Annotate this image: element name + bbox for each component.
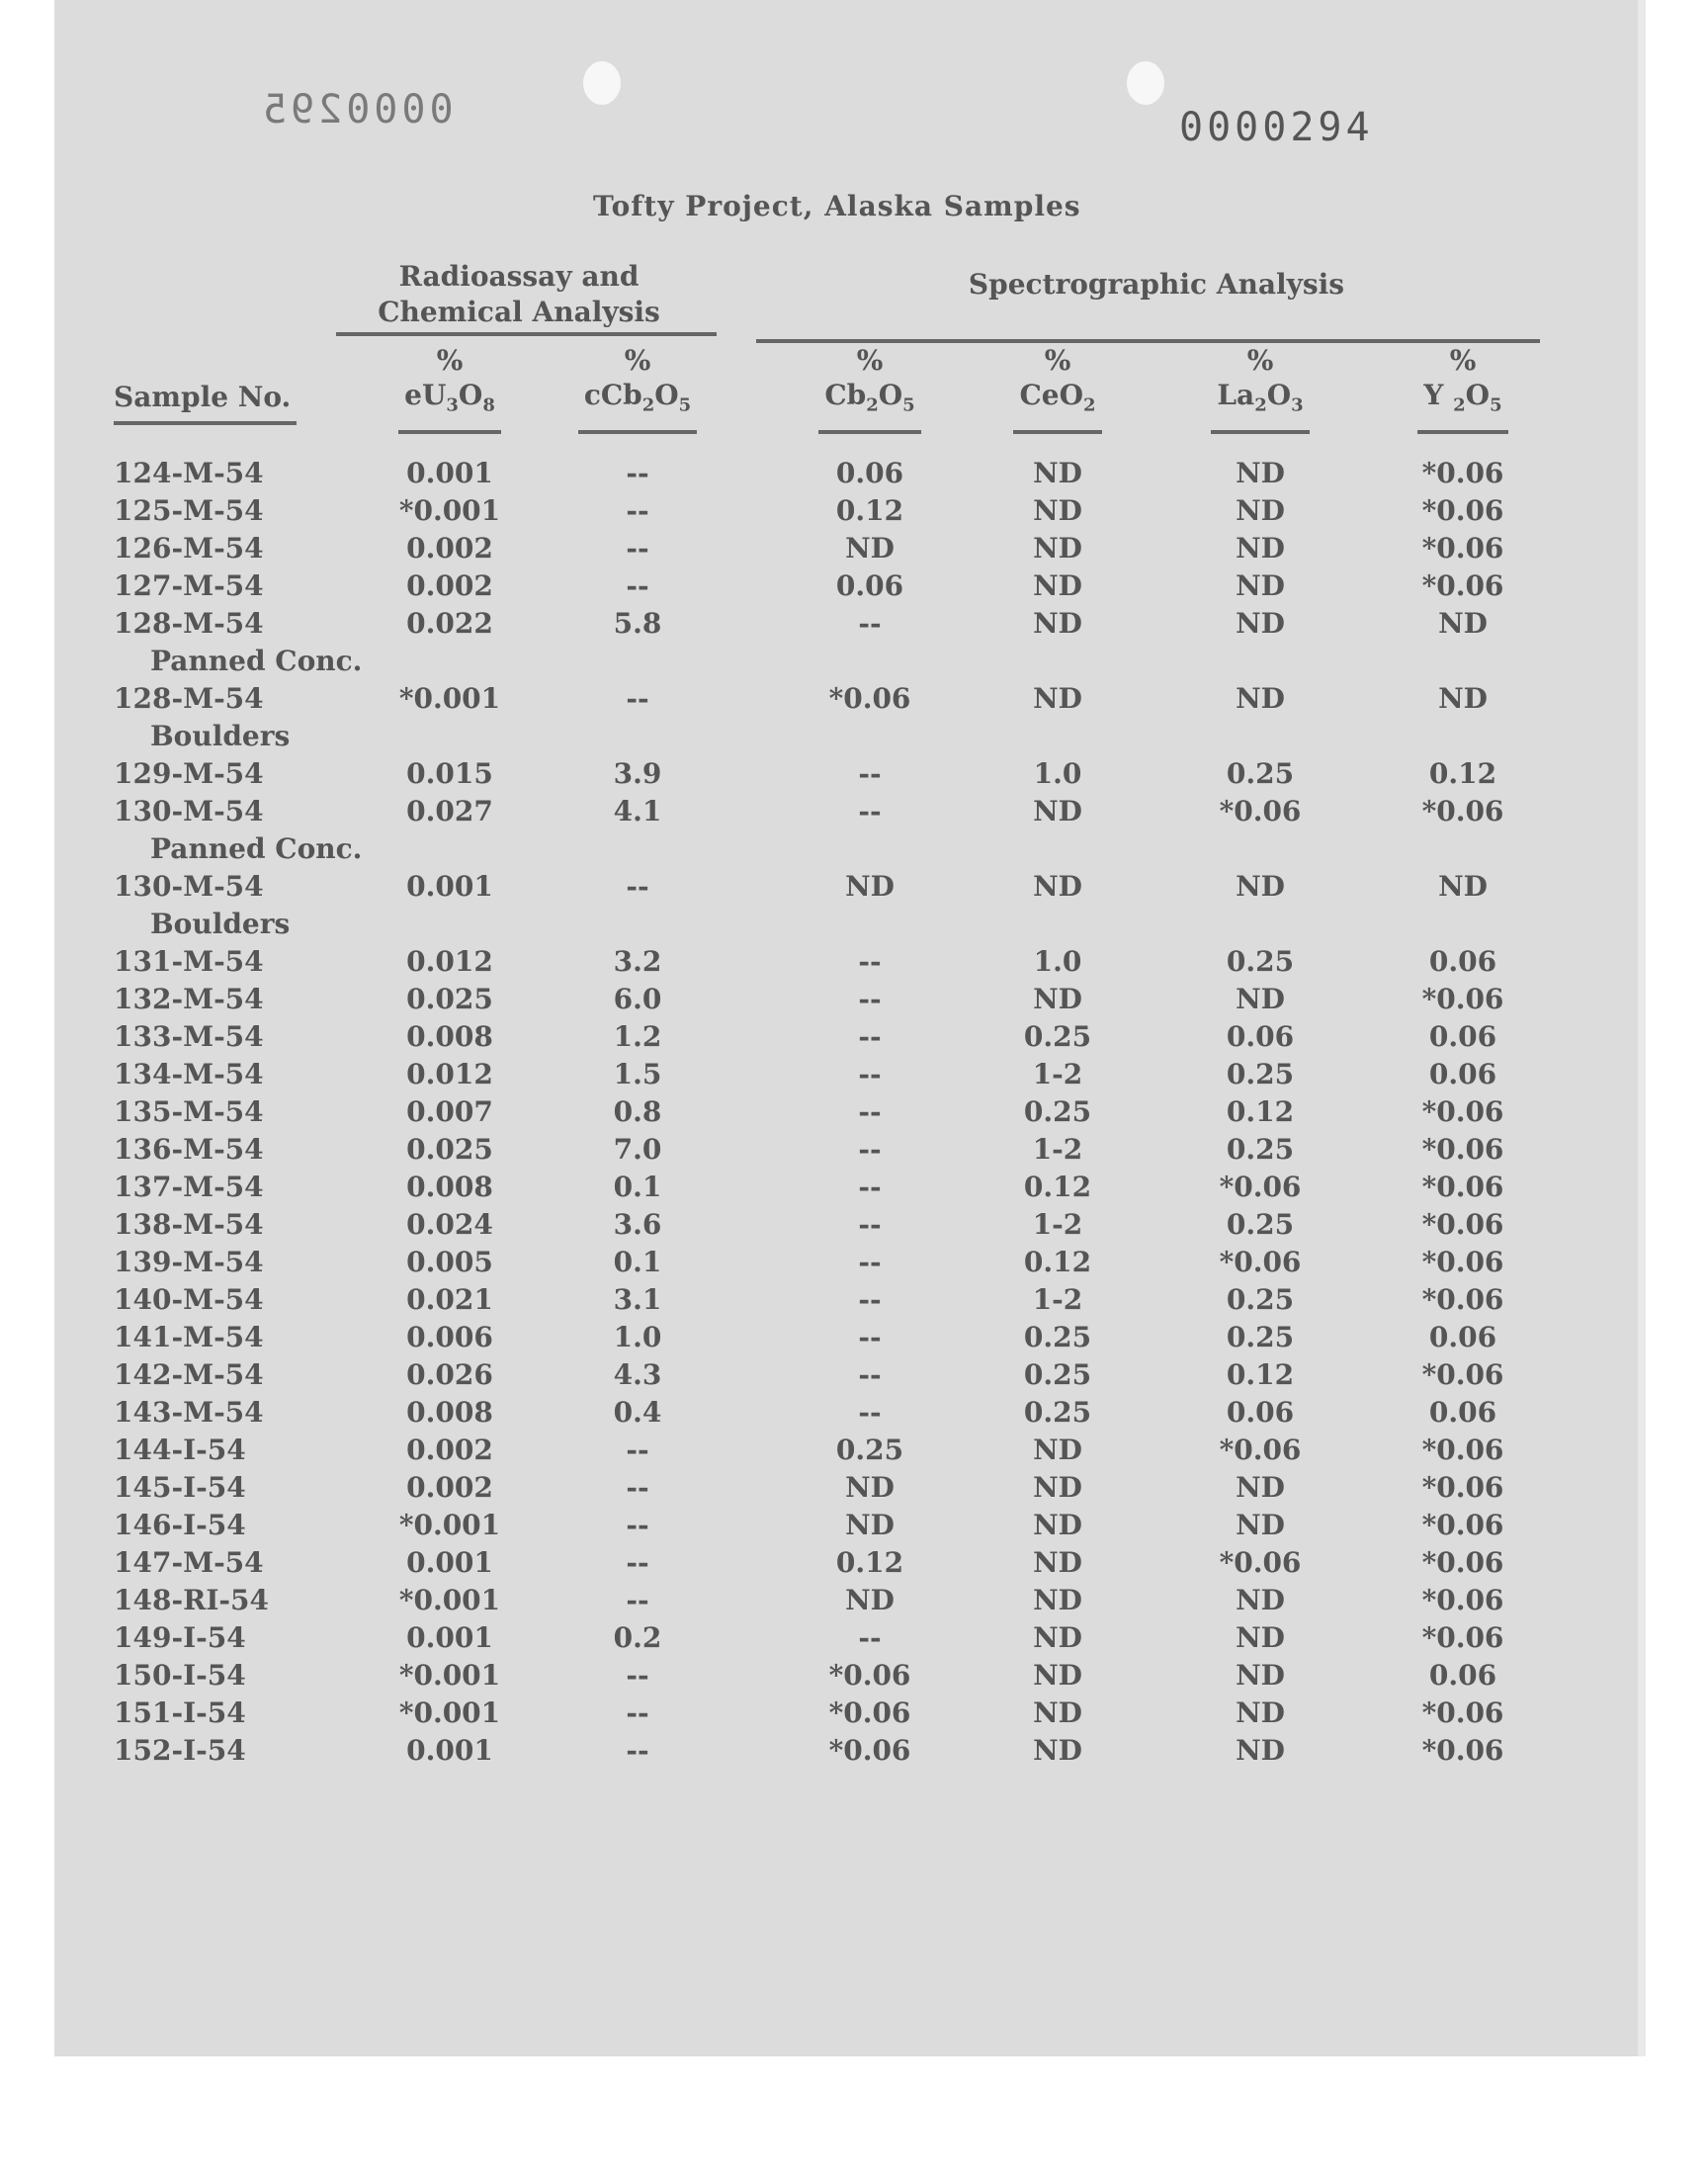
cell-La2O3: *0.06 bbox=[1219, 1546, 1302, 1579]
column-header-percent: % bbox=[1044, 344, 1071, 377]
column-header-CeO2: % CeO$_2$ bbox=[998, 346, 1117, 434]
group-rule-radioassay bbox=[336, 332, 717, 336]
cell-Y2O5: *0.06 bbox=[1421, 1171, 1504, 1203]
cell-La2O3: *0.06 bbox=[1219, 1171, 1302, 1203]
cell-eU3O8: 0.001 bbox=[406, 457, 493, 489]
cell-Y2O5: *0.06 bbox=[1421, 1584, 1504, 1616]
cell-sample-no: 144-I-54 bbox=[114, 1434, 246, 1466]
table-row bbox=[0, 1734, 1708, 1772]
cell-La2O3: 0.25 bbox=[1226, 1208, 1295, 1241]
cell-CeO2: 0.25 bbox=[1023, 1321, 1092, 1353]
cell-La2O3: ND bbox=[1236, 1584, 1285, 1616]
table-row bbox=[0, 1283, 1708, 1321]
cell-cCb2O5: 4.3 bbox=[613, 1358, 662, 1391]
cell-Y2O5: ND bbox=[1438, 607, 1488, 640]
group-header-radioassay-line2: Chemical Analysis bbox=[378, 296, 660, 328]
cell-Cb2O5: -- bbox=[858, 1246, 882, 1278]
cell-sample-no: 133-M-54 bbox=[114, 1020, 264, 1053]
cell-sample-no: 143-M-54 bbox=[114, 1396, 264, 1429]
column-header-percent: % bbox=[436, 344, 464, 377]
punch-hole-right bbox=[1127, 61, 1164, 105]
cell-Y2O5: 0.06 bbox=[1428, 1321, 1497, 1353]
cell-La2O3: 0.25 bbox=[1226, 1321, 1295, 1353]
cell-Cb2O5: -- bbox=[858, 1095, 882, 1128]
cell-sample-no: 127-M-54 bbox=[114, 569, 264, 602]
cell-Y2O5: *0.06 bbox=[1421, 1208, 1504, 1241]
cell-La2O3: 0.25 bbox=[1226, 1133, 1295, 1166]
cell-cCb2O5: 4.1 bbox=[613, 795, 662, 827]
cell-sample-no: 124-M-54 bbox=[114, 457, 264, 489]
table-row bbox=[0, 1509, 1708, 1546]
table-row bbox=[0, 983, 1708, 1020]
cell-Y2O5: 0.06 bbox=[1428, 1659, 1497, 1692]
cell-cCb2O5: 0.1 bbox=[613, 1171, 662, 1203]
cell-cCb2O5: 3.9 bbox=[613, 757, 662, 790]
group-header-spectrographic: Spectrographic Analysis bbox=[968, 268, 1345, 301]
cell-eU3O8: 0.006 bbox=[406, 1321, 493, 1353]
cell-cCb2O5: -- bbox=[626, 1509, 649, 1541]
cell-CeO2: ND bbox=[1033, 795, 1082, 827]
cell-cCb2O5: -- bbox=[626, 1734, 649, 1767]
cell-Y2O5: ND bbox=[1438, 870, 1488, 903]
cell-cCb2O5: 0.8 bbox=[613, 1095, 662, 1128]
cell-cCb2O5: -- bbox=[626, 569, 649, 602]
cell-Y2O5: *0.06 bbox=[1421, 795, 1504, 827]
cell-cCb2O5: 3.6 bbox=[613, 1208, 662, 1241]
cell-CeO2: ND bbox=[1033, 682, 1082, 715]
cell-cCb2O5: -- bbox=[626, 870, 649, 903]
cell-Cb2O5: -- bbox=[858, 1358, 882, 1391]
cell-Cb2O5: -- bbox=[858, 1171, 882, 1203]
table-row bbox=[0, 1058, 1708, 1095]
cell-eU3O8: 0.002 bbox=[406, 1434, 493, 1466]
cell-sample-no: 134-M-54 bbox=[114, 1058, 264, 1090]
table-row bbox=[0, 1358, 1708, 1396]
table-row bbox=[0, 1659, 1708, 1696]
cell-sample-no: 128-M-54 bbox=[114, 607, 264, 640]
table-row bbox=[0, 1133, 1708, 1171]
cell-La2O3: 0.25 bbox=[1226, 945, 1295, 978]
cell-eU3O8: 0.008 bbox=[406, 1396, 493, 1429]
cell-sample-no: 128-M-54 bbox=[114, 682, 264, 715]
cell-cCb2O5: -- bbox=[626, 682, 649, 715]
cell-Y2O5: *0.06 bbox=[1421, 1358, 1504, 1391]
cell-eU3O8: 0.024 bbox=[406, 1208, 493, 1241]
column-header-cCb2O5: % $cCb_2O_5$ bbox=[568, 346, 707, 434]
cell-Cb2O5: -- bbox=[858, 795, 882, 827]
table-row bbox=[0, 494, 1708, 532]
cell-eU3O8: 0.007 bbox=[406, 1095, 493, 1128]
cell-La2O3: ND bbox=[1236, 1696, 1285, 1729]
table-row bbox=[0, 1584, 1708, 1621]
cell-cCb2O5: -- bbox=[626, 1471, 649, 1504]
cell-La2O3: ND bbox=[1236, 682, 1285, 715]
page-stamp-mirrored: 0000295 bbox=[259, 87, 454, 132]
cell-La2O3: ND bbox=[1236, 870, 1285, 903]
cell-sample-no: 142-M-54 bbox=[114, 1358, 264, 1391]
cell-Cb2O5: -- bbox=[858, 1321, 882, 1353]
table-row bbox=[0, 1208, 1708, 1246]
cell-sample-no: 137-M-54 bbox=[114, 1171, 264, 1203]
cell-eU3O8: *0.001 bbox=[398, 1659, 501, 1692]
cell-Cb2O5: -- bbox=[858, 607, 882, 640]
cell-Y2O5: ND bbox=[1438, 682, 1488, 715]
table-row bbox=[0, 1321, 1708, 1358]
cell-cCb2O5: -- bbox=[626, 1696, 649, 1729]
cell-cCb2O5: 0.4 bbox=[613, 1396, 662, 1429]
table-row bbox=[0, 1171, 1708, 1208]
cell-cCb2O5: -- bbox=[626, 494, 649, 527]
cell-sample-no: 151-I-54 bbox=[114, 1696, 246, 1729]
cell-sample-no: 135-M-54 bbox=[114, 1095, 264, 1128]
cell-Cb2O5: 0.06 bbox=[835, 569, 904, 602]
sample-sub-note-label: Panned Conc. bbox=[150, 832, 363, 865]
table-row bbox=[0, 1095, 1708, 1133]
cell-Y2O5: 0.06 bbox=[1428, 1058, 1497, 1090]
cell-eU3O8: 0.026 bbox=[406, 1358, 493, 1391]
cell-La2O3: *0.06 bbox=[1219, 795, 1302, 827]
cell-cCb2O5: 3.2 bbox=[613, 945, 662, 978]
cell-Cb2O5: -- bbox=[858, 1283, 882, 1316]
cell-Y2O5: *0.06 bbox=[1421, 1471, 1504, 1504]
cell-Y2O5: *0.06 bbox=[1421, 1434, 1504, 1466]
cell-CeO2: ND bbox=[1033, 1659, 1082, 1692]
cell-sample-no: 132-M-54 bbox=[114, 983, 264, 1015]
column-header-Y2O5: % Y $_2O_5$ bbox=[1399, 346, 1527, 434]
cell-eU3O8: *0.001 bbox=[398, 494, 501, 527]
cell-CeO2: 1-2 bbox=[1032, 1058, 1083, 1090]
cell-Cb2O5: -- bbox=[858, 757, 882, 790]
cell-La2O3: 0.25 bbox=[1226, 1058, 1295, 1090]
cell-CeO2: ND bbox=[1033, 870, 1082, 903]
cell-La2O3: ND bbox=[1236, 1621, 1285, 1654]
cell-sample-no: 150-I-54 bbox=[114, 1659, 246, 1692]
cell-sample-no: 139-M-54 bbox=[114, 1246, 264, 1278]
cell-eU3O8: 0.001 bbox=[406, 870, 493, 903]
column-header-Cb2O5: % $Cb_2O_5$ bbox=[801, 346, 939, 434]
cell-eU3O8: 0.008 bbox=[406, 1020, 493, 1053]
column-header-eU3O8: % $eU_3O_8$ bbox=[381, 346, 519, 434]
cell-CeO2: 0.25 bbox=[1023, 1095, 1092, 1128]
table-row bbox=[0, 607, 1708, 645]
cell-eU3O8: 0.012 bbox=[406, 1058, 493, 1090]
cell-cCb2O5: -- bbox=[626, 1584, 649, 1616]
cell-Y2O5: *0.06 bbox=[1421, 1246, 1504, 1278]
table-row bbox=[0, 1396, 1708, 1434]
cell-CeO2: ND bbox=[1033, 1696, 1082, 1729]
cell-Cb2O5: -- bbox=[858, 1020, 882, 1053]
column-header-percent: % bbox=[624, 344, 651, 377]
cell-cCb2O5: 1.5 bbox=[613, 1058, 662, 1090]
cell-Y2O5: *0.06 bbox=[1421, 1696, 1504, 1729]
cell-La2O3: ND bbox=[1236, 983, 1285, 1015]
cell-eU3O8: 0.008 bbox=[406, 1171, 493, 1203]
table-row bbox=[0, 1020, 1708, 1058]
cell-cCb2O5: -- bbox=[626, 1546, 649, 1579]
cell-sample-no: 126-M-54 bbox=[114, 532, 264, 565]
cell-cCb2O5: 7.0 bbox=[613, 1133, 662, 1166]
cell-La2O3: ND bbox=[1236, 1509, 1285, 1541]
cell-CeO2: ND bbox=[1033, 1509, 1082, 1541]
cell-Y2O5: *0.06 bbox=[1421, 494, 1504, 527]
cell-sample-no: 141-M-54 bbox=[114, 1321, 264, 1353]
sample-sub-note bbox=[0, 832, 1708, 870]
table-row bbox=[0, 1696, 1708, 1734]
cell-sample-no: 125-M-54 bbox=[114, 494, 264, 527]
cell-cCb2O5: 3.1 bbox=[613, 1283, 662, 1316]
column-header-percent: % bbox=[1449, 344, 1477, 377]
column-header-percent: % bbox=[856, 344, 884, 377]
cell-Y2O5: 0.06 bbox=[1428, 1396, 1497, 1429]
sample-sub-note bbox=[0, 645, 1708, 682]
sample-sub-note bbox=[0, 908, 1708, 945]
page-stamp-number: 0000294 bbox=[1179, 105, 1374, 150]
cell-CeO2: 0.12 bbox=[1023, 1246, 1092, 1278]
cell-cCb2O5: 0.1 bbox=[613, 1246, 662, 1278]
table-row bbox=[0, 1434, 1708, 1471]
column-header-sample bbox=[114, 378, 331, 425]
cell-La2O3: ND bbox=[1236, 607, 1285, 640]
cell-cCb2O5: -- bbox=[626, 457, 649, 489]
cell-sample-no: 145-I-54 bbox=[114, 1471, 246, 1504]
cell-eU3O8: 0.001 bbox=[406, 1621, 493, 1654]
cell-Cb2O5: ND bbox=[845, 532, 895, 565]
cell-eU3O8: 0.002 bbox=[406, 1471, 493, 1504]
table-row bbox=[0, 682, 1708, 720]
cell-CeO2: ND bbox=[1033, 569, 1082, 602]
cell-La2O3: ND bbox=[1236, 1659, 1285, 1692]
table-row bbox=[0, 945, 1708, 983]
table-row bbox=[0, 1246, 1708, 1283]
cell-eU3O8: 0.002 bbox=[406, 569, 493, 602]
cell-Y2O5: *0.06 bbox=[1421, 569, 1504, 602]
cell-Cb2O5: -- bbox=[858, 1058, 882, 1090]
cell-CeO2: 1-2 bbox=[1032, 1133, 1083, 1166]
cell-CeO2: 0.12 bbox=[1023, 1171, 1092, 1203]
cell-sample-no: 147-M-54 bbox=[114, 1546, 264, 1579]
cell-La2O3: 0.06 bbox=[1226, 1396, 1295, 1429]
table-row bbox=[0, 757, 1708, 795]
group-header-radioassay-line1: Radioassay and bbox=[398, 260, 640, 293]
cell-Y2O5: 0.06 bbox=[1428, 945, 1497, 978]
cell-La2O3: ND bbox=[1236, 532, 1285, 565]
cell-cCb2O5: 6.0 bbox=[613, 983, 662, 1015]
cell-Cb2O5: -- bbox=[858, 1133, 882, 1166]
cell-cCb2O5: -- bbox=[626, 1659, 649, 1692]
cell-Y2O5: *0.06 bbox=[1421, 1095, 1504, 1128]
cell-sample-no: 130-M-54 bbox=[114, 870, 264, 903]
cell-La2O3: ND bbox=[1236, 1471, 1285, 1504]
cell-eU3O8: 0.002 bbox=[406, 532, 493, 565]
cell-Cb2O5: 0.12 bbox=[835, 494, 904, 527]
cell-cCb2O5: -- bbox=[626, 1434, 649, 1466]
cell-Cb2O5: -- bbox=[858, 1208, 882, 1241]
cell-La2O3: *0.06 bbox=[1219, 1246, 1302, 1278]
cell-cCb2O5: 0.2 bbox=[613, 1621, 662, 1654]
cell-sample-no: 152-I-54 bbox=[114, 1734, 246, 1767]
cell-Cb2O5: 0.12 bbox=[835, 1546, 904, 1579]
cell-cCb2O5: 5.8 bbox=[613, 607, 662, 640]
cell-Y2O5: *0.06 bbox=[1421, 983, 1504, 1015]
cell-eU3O8: 0.027 bbox=[406, 795, 493, 827]
cell-Y2O5: 0.12 bbox=[1428, 757, 1497, 790]
table-row bbox=[0, 795, 1708, 832]
table-row bbox=[0, 569, 1708, 607]
cell-Cb2O5: -- bbox=[858, 1621, 882, 1654]
sample-sub-note-label: Panned Conc. bbox=[150, 645, 363, 677]
cell-eU3O8: 0.025 bbox=[406, 983, 493, 1015]
cell-Y2O5: *0.06 bbox=[1421, 1734, 1504, 1767]
cell-CeO2: ND bbox=[1033, 494, 1082, 527]
cell-La2O3: *0.06 bbox=[1219, 1434, 1302, 1466]
table-row bbox=[0, 870, 1708, 908]
document-title: Tofty Project, Alaska Samples bbox=[593, 190, 1081, 222]
cell-CeO2: ND bbox=[1033, 983, 1082, 1015]
cell-sample-no: 148-RI-54 bbox=[114, 1584, 270, 1616]
cell-eU3O8: 0.001 bbox=[406, 1734, 493, 1767]
cell-eU3O8: 0.012 bbox=[406, 945, 493, 978]
group-header-radioassay bbox=[331, 259, 707, 330]
cell-sample-no: 129-M-54 bbox=[114, 757, 264, 790]
cell-Cb2O5: ND bbox=[845, 870, 895, 903]
cell-Y2O5: *0.06 bbox=[1421, 1283, 1504, 1316]
cell-eU3O8: 0.022 bbox=[406, 607, 493, 640]
cell-La2O3: ND bbox=[1236, 494, 1285, 527]
cell-Cb2O5: -- bbox=[858, 945, 882, 978]
cell-Cb2O5: *0.06 bbox=[828, 1696, 911, 1729]
cell-La2O3: ND bbox=[1236, 1734, 1285, 1767]
cell-eU3O8: *0.001 bbox=[398, 1584, 501, 1616]
sample-sub-note-label: Boulders bbox=[150, 908, 291, 940]
cell-Y2O5: *0.06 bbox=[1421, 1509, 1504, 1541]
cell-Y2O5: *0.06 bbox=[1421, 1133, 1504, 1166]
cell-Cb2O5: 0.06 bbox=[835, 457, 904, 489]
cell-CeO2: ND bbox=[1033, 1471, 1082, 1504]
cell-La2O3: 0.25 bbox=[1226, 757, 1295, 790]
cell-Cb2O5: ND bbox=[845, 1509, 895, 1541]
cell-CeO2: 0.25 bbox=[1023, 1020, 1092, 1053]
cell-sample-no: 130-M-54 bbox=[114, 795, 264, 827]
cell-cCb2O5: -- bbox=[626, 532, 649, 565]
cell-Cb2O5: -- bbox=[858, 1396, 882, 1429]
cell-eU3O8: *0.001 bbox=[398, 1509, 501, 1541]
cell-CeO2: ND bbox=[1033, 607, 1082, 640]
cell-Cb2O5: 0.25 bbox=[835, 1434, 904, 1466]
cell-La2O3: ND bbox=[1236, 457, 1285, 489]
table-row bbox=[0, 1621, 1708, 1659]
cell-CeO2: ND bbox=[1033, 1734, 1082, 1767]
cell-sample-no: 131-M-54 bbox=[114, 945, 264, 978]
cell-eU3O8: *0.001 bbox=[398, 1696, 501, 1729]
cell-CeO2: 0.25 bbox=[1023, 1358, 1092, 1391]
cell-eU3O8: 0.025 bbox=[406, 1133, 493, 1166]
group-rule-spectrographic bbox=[756, 339, 1540, 343]
cell-CeO2: 1.0 bbox=[1033, 945, 1082, 978]
cell-Y2O5: *0.06 bbox=[1421, 1621, 1504, 1654]
cell-CeO2: ND bbox=[1033, 1546, 1082, 1579]
sample-table bbox=[0, 457, 1708, 1772]
cell-CeO2: 0.25 bbox=[1023, 1396, 1092, 1429]
column-header-La2O3: % $La_2O_3$ bbox=[1196, 346, 1324, 434]
cell-eU3O8: 0.021 bbox=[406, 1283, 493, 1316]
cell-sample-no: 138-M-54 bbox=[114, 1208, 264, 1241]
cell-CeO2: 1-2 bbox=[1032, 1283, 1083, 1316]
cell-Y2O5: *0.06 bbox=[1421, 532, 1504, 565]
table-row bbox=[0, 1546, 1708, 1584]
cell-La2O3: 0.12 bbox=[1226, 1095, 1295, 1128]
cell-Cb2O5: ND bbox=[845, 1584, 895, 1616]
column-header-percent: % bbox=[1246, 344, 1274, 377]
cell-eU3O8: 0.015 bbox=[406, 757, 493, 790]
table-row bbox=[0, 532, 1708, 569]
cell-sample-no: 146-I-54 bbox=[114, 1509, 246, 1541]
cell-cCb2O5: 1.2 bbox=[613, 1020, 662, 1053]
cell-La2O3: ND bbox=[1236, 569, 1285, 602]
cell-Y2O5: *0.06 bbox=[1421, 1546, 1504, 1579]
cell-La2O3: 0.25 bbox=[1226, 1283, 1295, 1316]
sample-sub-note-label: Boulders bbox=[150, 720, 291, 752]
cell-Cb2O5: ND bbox=[845, 1471, 895, 1504]
cell-Cb2O5: *0.06 bbox=[828, 1659, 911, 1692]
cell-cCb2O5: 1.0 bbox=[613, 1321, 662, 1353]
cell-CeO2: ND bbox=[1033, 1434, 1082, 1466]
cell-Cb2O5: *0.06 bbox=[828, 682, 911, 715]
cell-eU3O8: 0.005 bbox=[406, 1246, 493, 1278]
cell-CeO2: ND bbox=[1033, 457, 1082, 489]
cell-sample-no: 136-M-54 bbox=[114, 1133, 264, 1166]
table-row bbox=[0, 1471, 1708, 1509]
cell-eU3O8: *0.001 bbox=[398, 682, 501, 715]
cell-sample-no: 140-M-54 bbox=[114, 1283, 264, 1316]
cell-eU3O8: 0.001 bbox=[406, 1546, 493, 1579]
cell-Cb2O5: -- bbox=[858, 983, 882, 1015]
cell-Cb2O5: *0.06 bbox=[828, 1734, 911, 1767]
cell-CeO2: ND bbox=[1033, 532, 1082, 565]
cell-sample-no: 149-I-54 bbox=[114, 1621, 246, 1654]
cell-CeO2: ND bbox=[1033, 1621, 1082, 1654]
cell-Y2O5: *0.06 bbox=[1421, 457, 1504, 489]
cell-CeO2: ND bbox=[1033, 1584, 1082, 1616]
cell-CeO2: 1.0 bbox=[1033, 757, 1082, 790]
punch-hole-left bbox=[583, 61, 621, 105]
column-header-sample-label: Sample No. bbox=[114, 378, 297, 425]
table-row bbox=[0, 457, 1708, 494]
cell-La2O3: 0.12 bbox=[1226, 1358, 1295, 1391]
cell-Y2O5: 0.06 bbox=[1428, 1020, 1497, 1053]
sample-sub-note bbox=[0, 720, 1708, 757]
cell-CeO2: 1-2 bbox=[1032, 1208, 1083, 1241]
cell-La2O3: 0.06 bbox=[1226, 1020, 1295, 1053]
